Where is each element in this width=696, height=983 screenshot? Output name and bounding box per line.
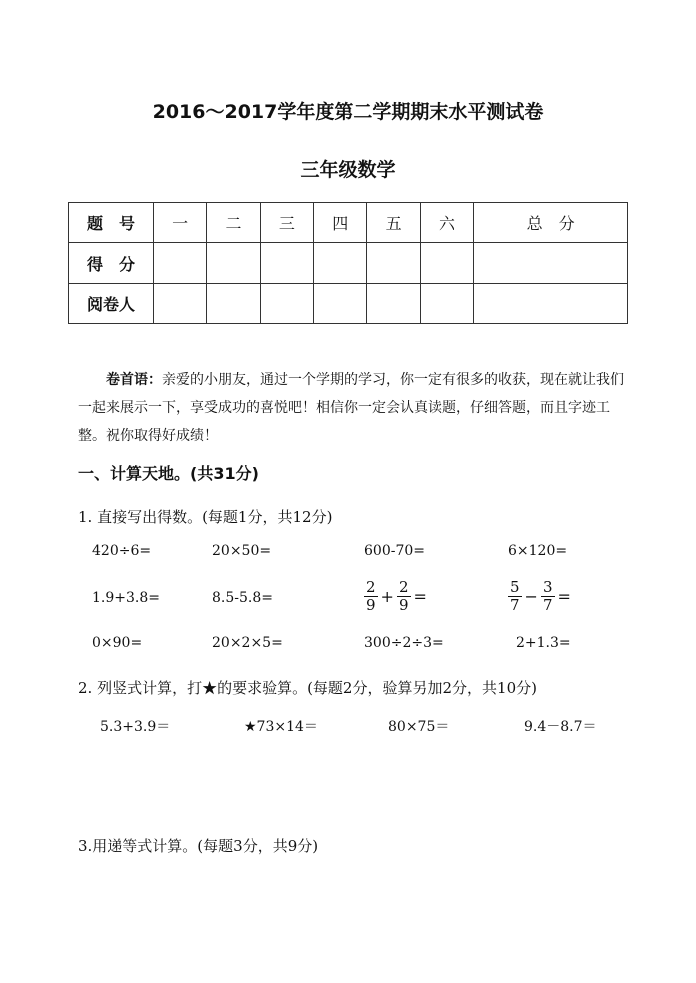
problem: 1.9+3.8=	[92, 590, 160, 606]
question-2-title: 2. 列竖式计算，打★的要求验算。(每题2分，验算另加2分，共10分)	[78, 679, 537, 697]
numerator: 2	[366, 578, 376, 596]
grader-cell[interactable]	[314, 284, 367, 324]
fraction-problem	[508, 579, 571, 614]
intro-label: 卷首语：	[106, 372, 162, 388]
score-cell[interactable]	[474, 243, 628, 284]
score-table-header-cell: 二	[207, 203, 260, 243]
grader-cell[interactable]	[207, 284, 260, 324]
intro-text: 亲爱的小朋友，通过一个学期的学习，你一定有很多的收获，现在就让我们一起来展示一下，享受成功的喜悦吧！相信你一定会认真读题，仔细答题，而且字迹工整。祝你取得好成绩！	[78, 372, 624, 444]
score-table-row	[69, 284, 628, 324]
problem: 9.4－8.7＝	[524, 719, 597, 735]
fraction	[541, 579, 555, 614]
fraction	[508, 579, 522, 614]
problem: 420÷6=	[92, 543, 152, 559]
fraction	[364, 579, 378, 614]
grader-row-label: 阅卷人	[69, 284, 154, 324]
equals-sign: =	[413, 587, 427, 606]
intro-paragraph	[78, 366, 626, 450]
problem: 20×2×5=	[212, 635, 283, 651]
score-row-label: 得 分	[69, 243, 154, 284]
score-table-header-cell: 三	[260, 203, 313, 243]
problem: 80×75＝	[388, 719, 450, 735]
grader-cell[interactable]	[474, 284, 628, 324]
fraction	[397, 579, 411, 614]
denominator: 9	[366, 596, 376, 614]
problem: 5.3+3.9＝	[100, 719, 171, 735]
problem: 8.5-5.8=	[212, 590, 273, 606]
grader-cell[interactable]	[154, 284, 207, 324]
score-table-header-cell: 一	[154, 203, 207, 243]
exam-subtitle: 三年级数学	[300, 159, 396, 181]
numerator: 2	[398, 578, 409, 596]
problem: ★73×14＝	[244, 719, 318, 735]
score-cell[interactable]	[314, 243, 367, 284]
problem: 0×90=	[92, 635, 143, 651]
numerator: 5	[510, 578, 520, 596]
question-1-title: 1. 直接写出得数。(每题1分，共12分)	[78, 508, 333, 526]
numerator: 3	[542, 578, 553, 596]
score-cell[interactable]	[420, 243, 473, 284]
score-table-header-cell: 总 分	[474, 203, 628, 243]
score-cell[interactable]	[367, 243, 420, 284]
score-table	[68, 202, 628, 324]
score-cell[interactable]	[207, 243, 260, 284]
problem: 300÷2÷3=	[364, 635, 444, 651]
operator: +	[380, 587, 394, 606]
exam-title: 2016～2017学年度第二学期期末水平测试卷	[152, 101, 544, 123]
question-3-title: 3.用递等式计算。(每题3分，共9分)	[78, 837, 319, 855]
denominator: 7	[542, 596, 553, 614]
operator: −	[524, 587, 538, 606]
score-table-header-cell: 六	[420, 203, 473, 243]
problem: 2+1.3=	[516, 635, 571, 651]
denominator: 9	[398, 596, 409, 614]
section-title: 一、计算天地。(共31分)	[78, 464, 259, 483]
fraction-problem	[364, 579, 427, 614]
grader-cell[interactable]	[420, 284, 473, 324]
score-table-header-cell: 四	[314, 203, 367, 243]
score-cell[interactable]	[260, 243, 313, 284]
grader-cell[interactable]	[260, 284, 313, 324]
score-table-header-cell: 五	[367, 203, 420, 243]
problem: 20×50=	[212, 543, 272, 559]
denominator: 7	[510, 596, 520, 614]
score-table-header-row	[69, 203, 628, 243]
problem: 600-70=	[364, 543, 425, 559]
grader-cell[interactable]	[367, 284, 420, 324]
equals-sign: =	[557, 587, 571, 606]
score-cell[interactable]	[154, 243, 207, 284]
problem: 6×120=	[508, 543, 568, 559]
score-table-header-cell: 题 号	[69, 203, 154, 243]
score-table-row	[69, 243, 628, 284]
